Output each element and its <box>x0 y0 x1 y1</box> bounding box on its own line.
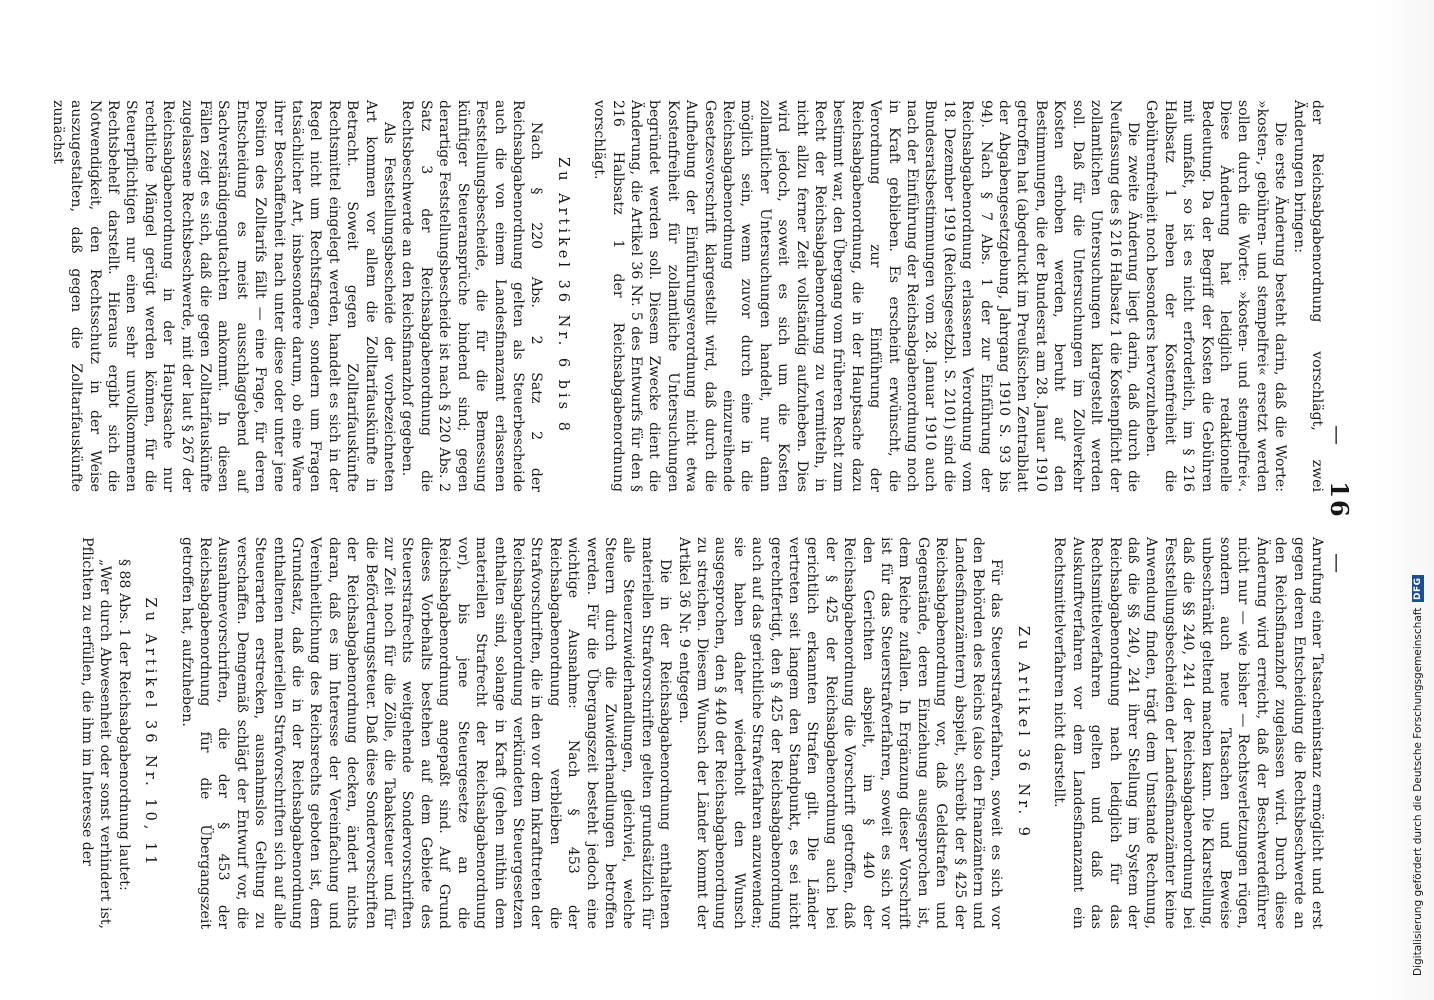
right-column <box>78 537 1326 929</box>
left-column <box>48 100 1326 492</box>
credit-text: Digitalisierung gefördert durch die Deutsche Forschungsgemeinschaft <box>1412 607 1424 976</box>
paragraph: § 88 Abs. 1 der Reichsabgabenordnung lautet: <box>115 559 132 891</box>
digitization-credit-strip <box>1400 0 1434 1000</box>
paragraph: „Wer durch Abwesenheit oder sonst verhindert ist, Pflichten zu erfüllen, die ihm im Interesse der <box>79 537 114 929</box>
paragraph: Die erste Änderung besteht darin, daß die Worte: »kosten-, gebühren- und stempelfrei« ersetzt werden sollen durch die Worte: »kosten- und stempelfrei«. Diese Änderung hat lediglich redaktionelle Bedeutung. Da der Begriff der Kosten die Gebühren mit umfaßt, so ist es nicht erforderlich, im § 216 Halbsatz 1 neben der Kostenfreiheit die Gebührenfreiheit noch besonders hervorzuheben. <box>1143 100 1289 492</box>
page-header <box>1325 0 1354 1000</box>
section-heading: Zu Artikel 36 Nr. 9 <box>1014 625 1031 841</box>
paragraph: Für das Steuerstrafverfahren, soweit es sich vor den Behörden des Reichs (also den Finanzämtern und Landesfinanzämtern) abspielt, schreibt der § 425 der Reichsabgabenordnung vor, daß Geldstrafen und Gegenstände, deren Einziehung ausgesprochen ist, dem Reiche zufallen. In Ergänzung dieser Vorschrift ist für das Steuerstrafverfahren, soweit es sich vor den Gerichten abspielt, im § 440 der Reichsabgabenordnung die Vorschrift getroffen, daß der § 425 der Reichsabgabenordnung auch bei gerichtlich erkannten Strafen gilt. Die Länder vertreten seit langem den Standpunkt, es sei nicht gerechtfertigt, den § 425 der Reichsabgabenordnung auch auf das gerichtliche Strafverfahren anzuwenden; sie haben daher wiederholt den Wunsch ausgesprochen, den § 440 der Reichsabgabenordnung zu streichen. Diesem Wunsch der Länder kommt der Artikel 36 Nr. 9 entgegen. <box>675 537 1005 929</box>
page-number: 16 <box>1325 481 1354 519</box>
header-dash-left: — <box>1326 424 1350 447</box>
paragraph: Die zweite Änderung liegt darin, daß durch die Neufassung des § 216 Halbsatz 1 die Kostenpflicht der zollamtlichen Untersuchungen klargestellt werden soll. Daß für die Untersuchungen im Zollverkehr Kosten erhoben werden, beruht auf den Bestimmungen, die der Bundesrat am 28. Januar 1910 getroffen hat (abgedruckt im Preußischen Zentralblatt der Abgabengesetzgebung, Jahrgang 1910 S. 93 bis 94). Nach § 7 Abs. 1 der zur Einführung der Reichsabgabenordnung erlassenen Verordnung vom 18. Dezember 1919 (Reichsgesetzbl. S. 2101) sind die Bundesratsbestimmungen vom 28. Januar 1910 auch nach der Einführung der Reichsabgabenordnung noch in Kraft geblieben. Es erscheint erwünscht, die Verordnung zur Einführung der Reichsabgabenordnung, die in der Hauptsache dazu bestimmt war, den Übergang vom früheren Recht zum Recht der Reichsabgabenordnung zu vermitteln, in nicht allzu ferner Zeit vollständig aufzuheben. Dies wird jedoch, soweit es sich um die Kosten zollamtlicher Untersuchungen handelt, nur dann möglich sein, wenn zuvor durch eine in die Reichsabgabenordnung einzureihende Gesetzesvorschrift klargestellt wird, daß durch die Aufhebung der Einführungsverordnung nicht etwa Kostenfreiheit für zollamtliche Untersuchungen begründet werden soll. Diesem Zwecke dient die Änderung, die Artikel 36 Nr. 5 des Entwurfs für den § 216 Halbsatz 1 der Reichsabgabenordnung vorschlägt. <box>591 100 1141 492</box>
section-heading: Zu Artikel 36 Nr. 10, 11 <box>142 597 159 869</box>
paragraph: Anrufung einer Tatsacheninstanz ermöglicht und erst gegen deren Entscheidung die Rechtsbeschwerde an den Reichsfinanzhof zugelassen wird. Durch diese Änderung wird erreicht, daß der Beschwerdeführer nicht nur — wie bisher — Rechtsverletzungen rügen, sondern auch neue Tatsachen und Beweise unbeschränkt geltend machen kann. Die Klarstellung, daß die §§ 240, 241 der Reichsabgabenordnung bei Feststellungsbescheiden der Landesfinanzämter keine Anwendung finden, trägt dem Umstande Rechnung, daß die §§ 240, 241 ihrer Stellung im System der Reichsabgabenordnung nach lediglich für das Rechtsmittelverfahren gelten und daß das Auskunftverfahren vor dem Landesfinanzamt ein Rechtsmittelverfahren nicht darstellt. <box>1051 537 1325 929</box>
dfg-logo: DFG <box>1413 577 1423 600</box>
section-heading: Zu Artikel 36 Nr. 6 bis 8 <box>554 157 571 435</box>
paragraph: Nach § 220 Abs. 2 Satz 2 der Reichsabgabenordnung gelten als Steuerbescheide auch die von einem Landesfinanzamt erlassenen Feststellungsbescheide, die für die Bemessung künftiger Steueransprüche bindend sind; gegen derartige Feststellungsbescheide ist nach § 220 Abs. 2 Satz 3 der Reichsabgabenordnung die Rechtsbeschwerde an den Reichsfinanzhof gegeben. <box>399 100 545 492</box>
header-dash-right: — <box>1326 553 1350 576</box>
paragraph: der Reichsabgabenordnung vorschlägt, zwei Änderungen bringen: <box>1290 100 1325 492</box>
paragraph: Die in der Reichsabgabenordnung enthaltenen materiellen Strafvorschriften gelten grundsätzlich für alle Steuerzuwiderhandlungen, gleichviel, welche Steuern durch die Zuwiderhandlungen betroffen werden. Für die Übergangszeit besteht jedoch eine wichtige Ausnahme: Nach § 453 der Reichsabgabenordnung verbleiben die Strafvorschriften, die in den vor dem Inkrafttreten der Reichsabgabenordnung verkündeten Steuergesetzen enthalten sind, solange in Kraft (gehen mithin dem materiellen Strafrecht der Reichsabgabenordnung vor), bis jene Steuergesetze an die Reichsabgabenordnung angepaßt sind. Auf Grund dieses Vorbehalts bestehen auf dem Gebiete des Steuerstrafrechts weitgehende Sondervorschriften zur Zeit noch für die Zölle, die Tabaksteuer und für die Beförderungssteuer. Daß diese Sondervorschriften der Reichsabgabenordnung decken, ändert nichts daran, daß es im Interesse der Vereinfachung und Vereinheitlichung des Reichsrechts geboten ist, dem Grundsatz, daß die in der Reichsabgabenordnung enthaltenen materiellen Strafvorschriften sich auf alle Steuerarten erstrecken, ausnahmslos Geltung zu verschaffen. Demgemäß schlägt der Entwurf vor, die Ausnahmevorschriften, die der § 453 der Reichsabgabenordnung für die Übergangszeit getroffen hat, aufzuheben. <box>178 537 674 929</box>
paragraph: Als Feststellungsbescheide der vorbezeichneten Art kommen vor allem die Zolltarifauskünfte in Betracht. Soweit gegen Zolltarifauskünfte Rechtsmittel eingelegt werden, handelt es sich in der Regel nicht um Rechtsfragen, sondern um Fragen tatsächlicher Art, insbesondere darum, ob eine Ware ihrer Beschaffenheit nach unter diese oder unter jene Position des Zolltarifs fällt — eine Frage, für deren Entscheidung es meist ausschlaggebend auf Sachverständigengutachten ankommt. In diesen Fällen zeigt es sich, daß die gegen Zolltarifauskünfte zugelassene Rechtsbeschwerde, mit der laut § 267 der Reichsabgabenordnung in der Hauptsache nur rechtliche Mängel gerügt werden können, für die Steuerpflichtigen nur einen sehr unvollkommenen Rechtsbehelf darstellt. Hieraus ergibt sich die Notwendigkeit, den Rechtsschutz in der Weise auszugestalten, daß gegen die Zolltarifauskünfte zunächst <box>49 100 398 492</box>
digitization-credit <box>1410 26 1426 976</box>
